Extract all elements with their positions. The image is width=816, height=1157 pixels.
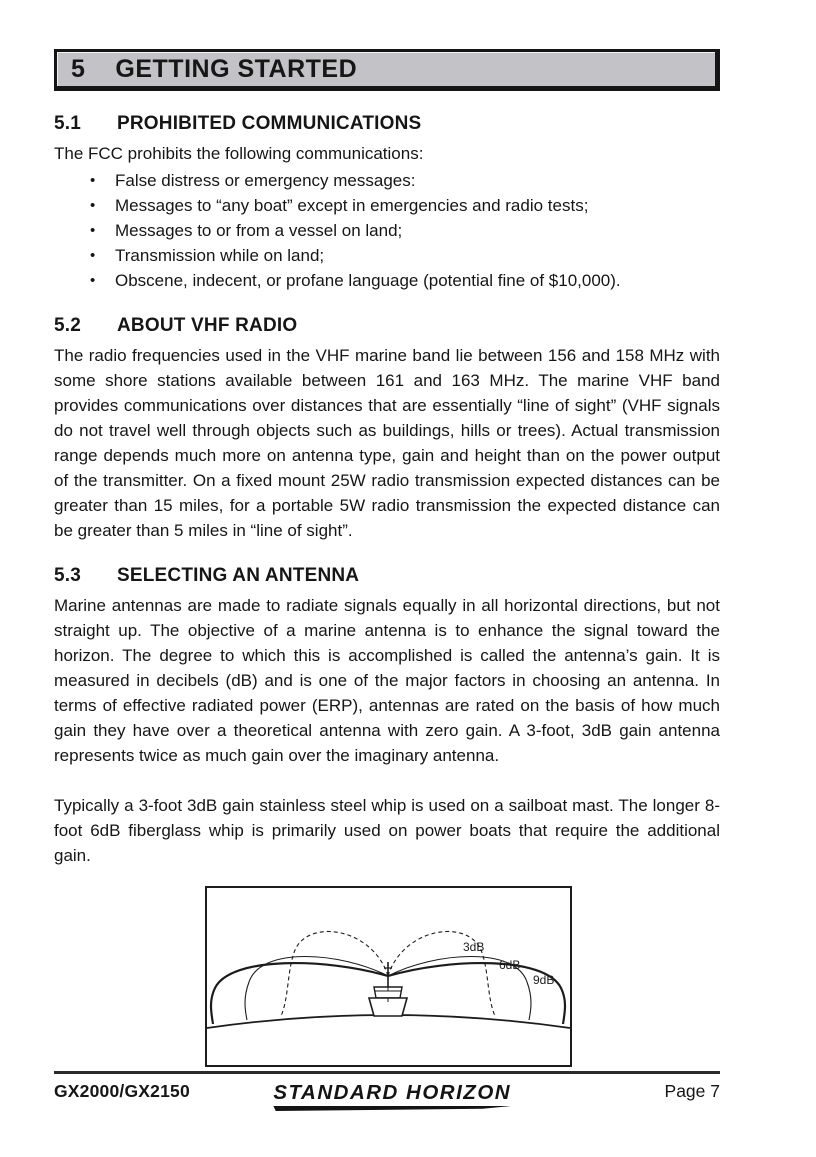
section-heading-5-3 (54, 565, 720, 587)
section-heading-5-2 (54, 315, 720, 337)
label-6db: 6dB (499, 958, 521, 972)
page-footer (54, 1071, 720, 1111)
model-number: GX2000/GX2150 (54, 1081, 190, 1101)
chapter-title: GETTING STARTED (115, 54, 358, 83)
brand-logo (273, 1081, 511, 1111)
list-item: • Messages to “any boat” except in emergencies and radio tests; (90, 193, 720, 218)
label-3db: 3dB (463, 940, 485, 954)
chapter-banner (54, 49, 720, 91)
list-item: • Obscene, indecent, or profane language (potential fine of $10,000). (90, 268, 720, 293)
section-5-3-paragraph-2: Typically a 3-foot 3dB gain stainless steel whip is used on a sailboat mast. The longer 8-foot 6dB fiberglass whip is primarily used on power boats that require the additional gain. (54, 796, 720, 865)
section-5-3-paragraph-1: Marine antennas are made to radiate signals equally in all horizontal directions, but not straight up. The objective of a marine antenna is to enhance the signal toward the horizon. The degree to which this is accomplished is called the antenna’s gain. It is measured in decibels (dB) and is one of the major factors in choosing an antenna. In terms of effective radiated power (ERP), antennas are rated on the basis of how much gain they have over a theoretical antenna with zero gain. A 3-foot, 3dB gain antenna represents twice as much gain over the imaginary antenna. (54, 596, 720, 765)
section-heading-5-1 (54, 113, 720, 135)
list-item: • Transmission while on land; (90, 243, 720, 268)
brand-logo-swoosh (273, 1106, 511, 1111)
section-number: 5.3 (54, 565, 82, 586)
page-number: Page 7 (664, 1081, 720, 1101)
section-5-1-intro: The FCC prohibits the following communications: (54, 144, 424, 163)
chapter-number: 5 (71, 54, 86, 83)
list-item: • False distress or emergency messages: (90, 168, 720, 193)
label-9db: 9dB (533, 973, 555, 987)
section-5-2-paragraph: The radio frequencies used in the VHF marine band lie between 156 and 158 MHz with some shore stations available between 161 and 163 MHz. The marine VHF band provides communications over distances that are essentially “line of sight” (VHF signals do not travel well through objects such as buildings, hills or trees). Actual transmission range depends much more on antenna type, gain and height than on the power output of the transmitter. On a fixed mount 25W radio transmission expected distances can be greater than 15 miles, for a portable 5W radio transmission the expected distance can be greater than 5 miles in “line of sight”. (54, 346, 720, 540)
section-number: 5.2 (54, 315, 82, 336)
section-title: PROHIBITED COMMUNICATIONS (117, 113, 422, 134)
list-item: • Messages to or from a vessel on land; (90, 218, 720, 243)
antenna-radiation-figure (205, 886, 572, 1067)
section-title: SELECTING AN ANTENNA (117, 565, 360, 586)
brand-logo-text: STANDARD HORIZON (273, 1081, 512, 1104)
horizon-curve (207, 1015, 570, 1028)
section-title: ABOUT VHF RADIO (117, 315, 298, 336)
section-number: 5.1 (54, 113, 82, 134)
prohibited-communications-list (54, 168, 720, 293)
antenna-radiation-diagram (205, 886, 572, 1067)
